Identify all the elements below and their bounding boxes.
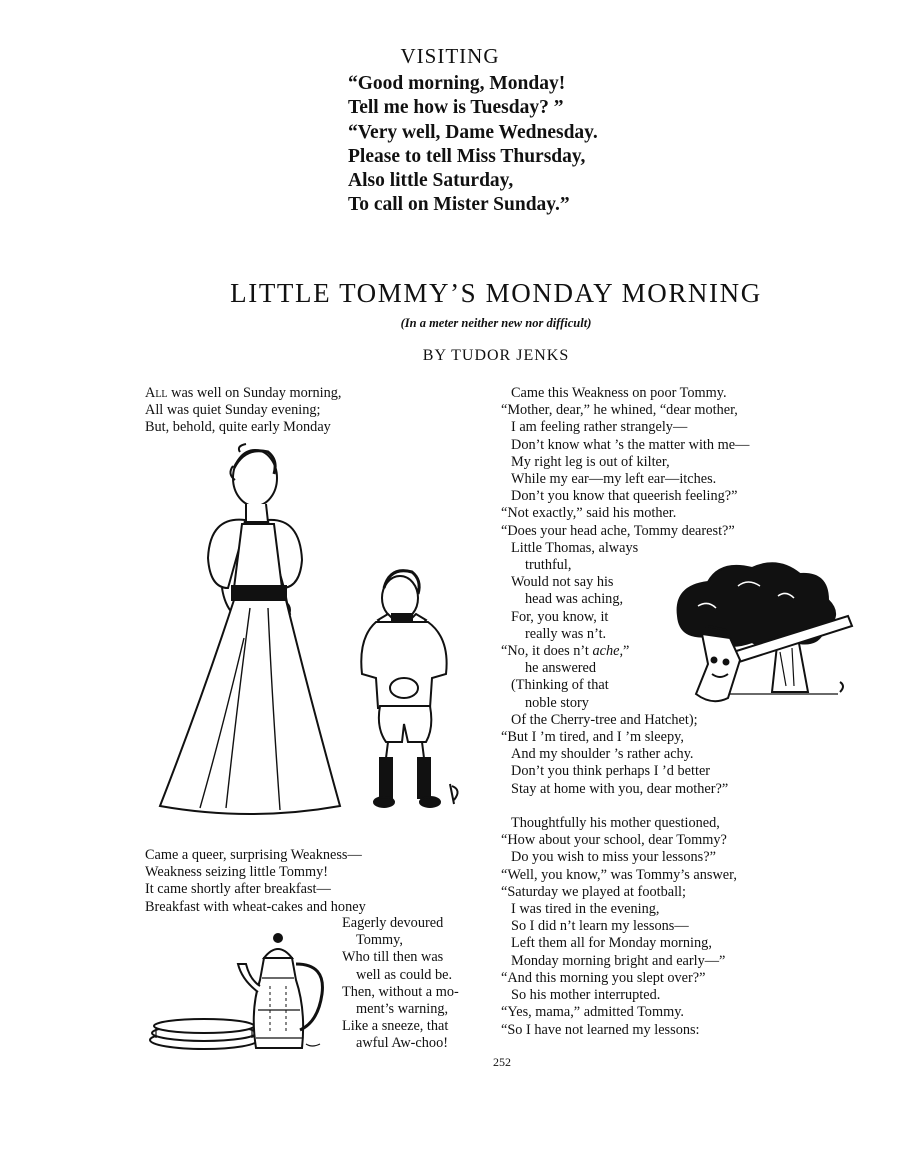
poem-line: [145, 385, 341, 402]
poem-line: It came shortly after breakfast—: [145, 881, 331, 898]
stanza-gap: [501, 798, 749, 815]
visiting-poem: [348, 72, 598, 218]
left-column-bottom: [145, 847, 366, 916]
poem-line: Little Thomas, always: [511, 539, 639, 556]
poem-line: Eagerly devoured: [342, 915, 444, 931]
poem-line: “Mother, dear,” he whined, “dear mother,: [501, 402, 738, 419]
poem-line: “So I have not learned my lessons:: [501, 1021, 700, 1038]
poem-line: really was n’t.: [525, 625, 607, 642]
poem-line: Came a queer, surprising Weakness—: [145, 847, 362, 863]
poem-line: So I did n’t learn my lessons—: [511, 918, 689, 935]
poem-line: “Yes, mama,” admitted Tommy.: [501, 1004, 684, 1021]
poem-line: Don’t you know that queerish feeling?”: [511, 488, 738, 505]
poem-line: Don’t you think perhaps I ’d better: [511, 763, 711, 780]
poem-line: Like a sneeze, that: [342, 1018, 449, 1035]
drop-word: All: [145, 385, 168, 401]
poem-line: truthful,: [525, 557, 572, 574]
article-title: LITTLE TOMMY’S MONDAY MORNING: [230, 278, 762, 308]
poem-line: I am feeling rather strangely—: [511, 419, 688, 436]
poem-line: While my ear—my left ear—itches.: [511, 471, 717, 488]
mother-and-son-illustration: [150, 438, 470, 818]
poem-line: So his mother interrupted.: [511, 987, 661, 1004]
page-number: 252: [493, 1055, 511, 1069]
poem-line: noble story: [525, 694, 589, 711]
poem-line: “Does your head ache, Tommy dearest?”: [501, 522, 735, 539]
article-subtitle: (In a meter neither new nor difficult): [400, 316, 592, 330]
poem-line: Weakness seizing little Tommy!: [145, 864, 329, 881]
right-column: [501, 385, 749, 1039]
poem-line: “Not exactly,” said his mother.: [501, 505, 677, 522]
poem-line: Tommy,: [356, 932, 403, 949]
poem-line: Tell me how is Tuesday? ”: [348, 97, 564, 119]
tree-and-hatchet-illustration: [668, 556, 858, 706]
poem-line: awful Aw-choo!: [356, 1035, 448, 1052]
poem-line: My right leg is out of kilter,: [511, 453, 670, 470]
poem-line: And my shoulder ’s rather achy.: [511, 746, 694, 763]
poem-line: “Very well, Dame Wednesday.: [348, 121, 598, 143]
poem-line: Came this Weakness on poor Tommy.: [511, 385, 727, 401]
poem-line: Thoughtfully his mother questioned,: [511, 815, 720, 832]
visiting-title: VISITING: [400, 44, 500, 68]
poem-line: Don’t know what ’s the matter with me—: [511, 436, 750, 453]
poem-line: Do you wish to miss your lessons?”: [511, 849, 716, 866]
poem-line: “But I ’m tired, and I ’m sleepy,: [501, 729, 684, 746]
poem-line: Of the Cherry-tree and Hatchet);: [511, 711, 698, 728]
poem-line: “No, it does n’t ache,”: [501, 643, 630, 660]
poem-line: Please to tell Miss Thursday,: [348, 145, 586, 167]
poem-line: “And this morning you slept over?”: [501, 969, 706, 986]
poem-line: well as could be.: [356, 966, 453, 983]
poem-line: ment’s warning,: [356, 1001, 449, 1018]
left-column-top: [145, 385, 341, 437]
poem-line: All was quiet Sunday evening;: [145, 402, 321, 419]
poem-line: head was aching,: [525, 591, 624, 608]
poem-line: “Well, you know,” was Tommy’s answer,: [501, 866, 737, 883]
poem-line: “Good morning, Monday!: [348, 73, 566, 94]
poem-line: Also little Saturday,: [348, 170, 514, 192]
poem-line: Monday morning bright and early—”: [511, 952, 726, 969]
poem-line: “Saturday we played at football;: [501, 883, 687, 900]
article-byline: BY TUDOR JENKS: [422, 347, 570, 364]
poem-line: Who till then was: [342, 949, 444, 966]
poem-line: Would not say his: [511, 574, 614, 591]
poem-line: For, you know, it: [511, 608, 609, 625]
poem-line: “How about your school, dear Tommy?: [501, 832, 727, 849]
poem-line: Stay at home with you, dear mother?”: [511, 780, 729, 797]
first-line-rest: was well on Sunday morning,: [167, 385, 342, 401]
poem-line: But, behold, quite early Monday: [145, 419, 331, 436]
poem-line: Then, without a mo-: [342, 983, 459, 1000]
poem-line: Left them all for Monday morning,: [511, 935, 712, 952]
poem-line: Breakfast with wheat-cakes and honey: [145, 898, 366, 915]
left-column-narrow: [342, 915, 459, 1053]
poem-line: To call on Mister Sunday.”: [348, 194, 570, 216]
coffee-pot-and-pancakes-illustration: [146, 930, 336, 1055]
poem-line: I was tired in the evening,: [511, 901, 660, 918]
poem-line: (Thinking of that: [511, 677, 609, 694]
poem-line: he answered: [525, 660, 597, 677]
